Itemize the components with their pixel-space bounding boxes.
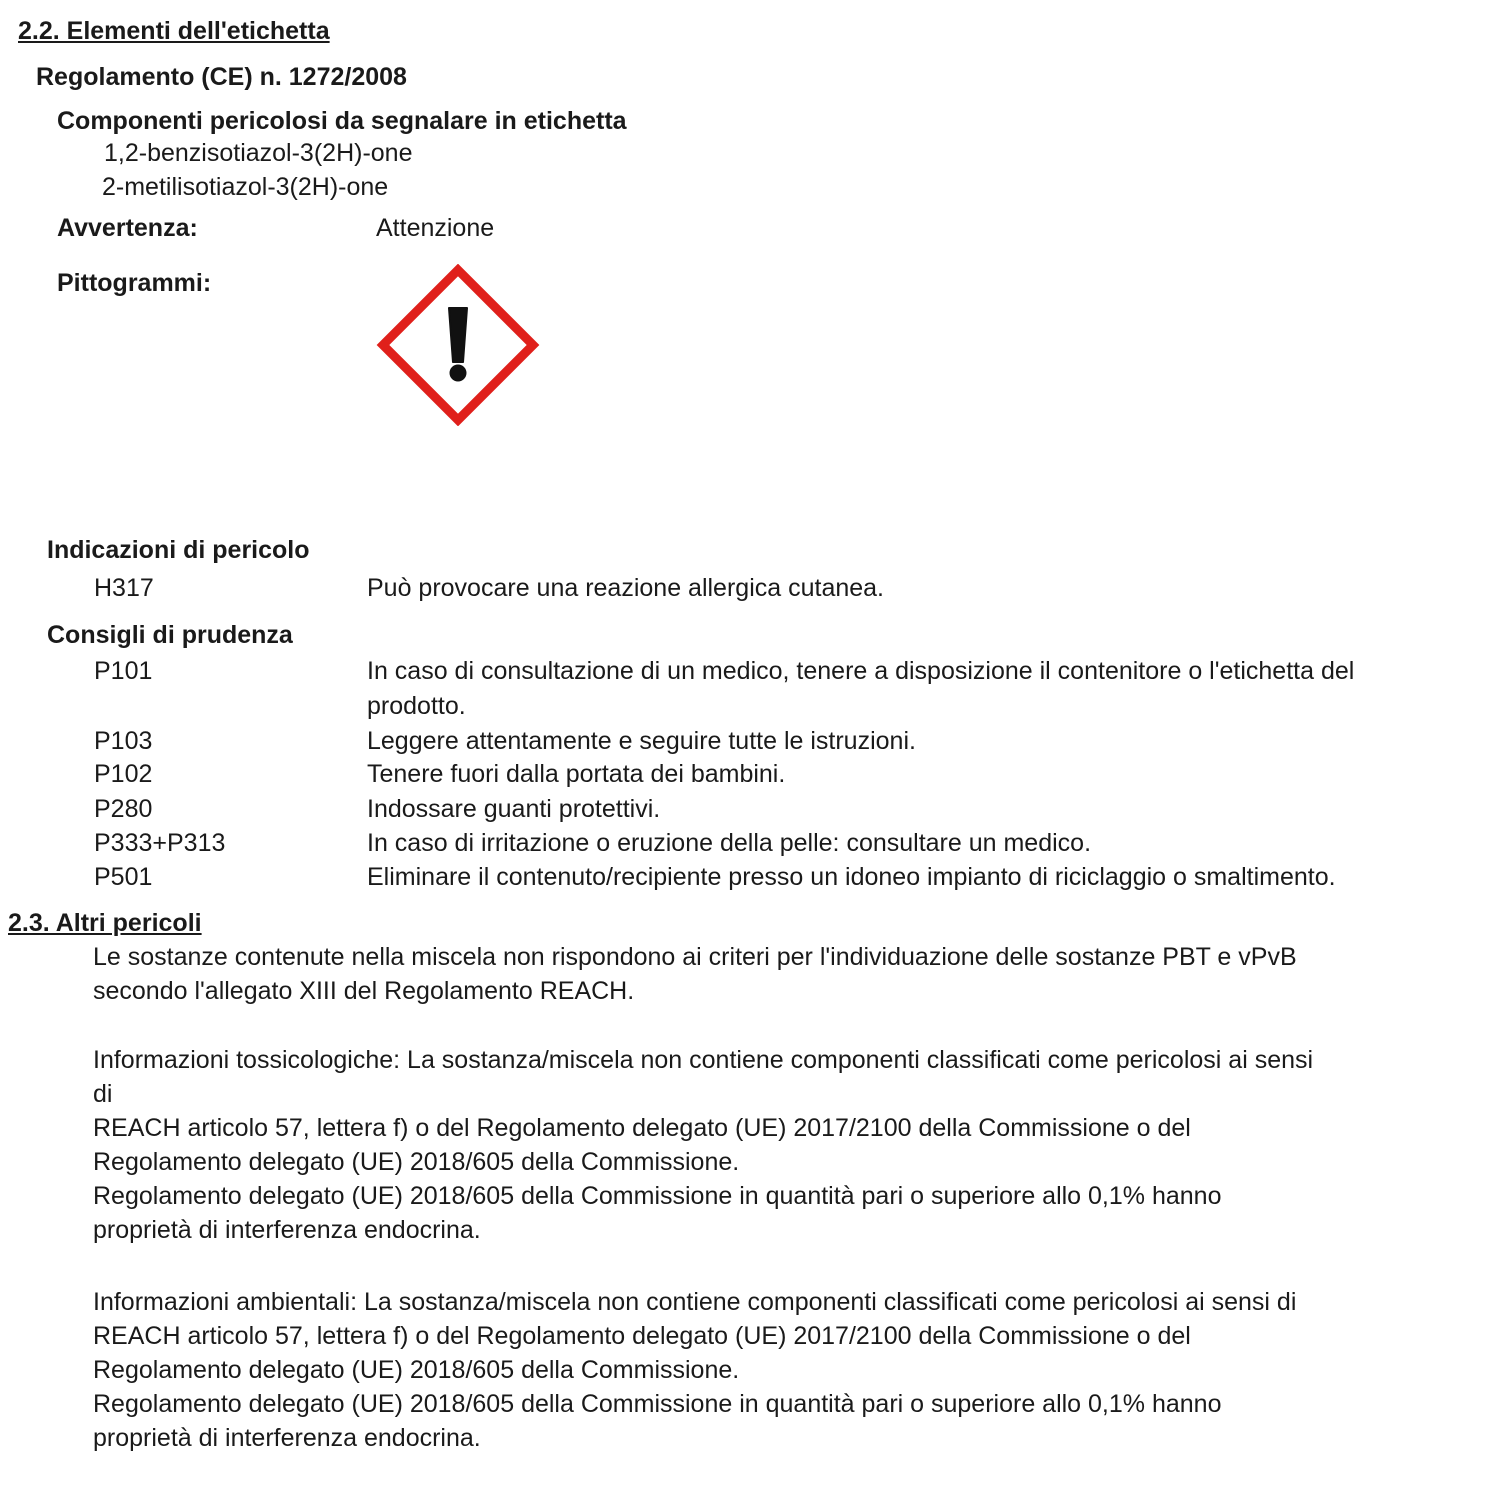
precaution-code: P102 (94, 760, 153, 788)
ghs07-pictogram (376, 264, 540, 426)
signal-word-value: Attenzione (376, 214, 495, 242)
hazard-code: H317 (94, 574, 154, 602)
paragraph-line: proprietà di interferenza endocrina. (93, 1216, 481, 1244)
pictograms-label: Pittogrammi: (57, 269, 212, 297)
paragraph-line: Regolamento delegato (UE) 2018/605 della Commissione in quantità pari o superiore allo 0,1% hanno (93, 1390, 1222, 1418)
precautionary-statement-row (0, 860, 1500, 894)
paragraph-line: Regolamento delegato (UE) 2018/605 della Commissione in quantità pari o superiore allo 0,1% hanno (93, 1182, 1222, 1210)
component-item: 2-metilisotiazol-3(2H)-one (102, 173, 389, 201)
paragraph-line: REACH articolo 57, lettera f) o del Regolamento delegato (UE) 2017/2100 della Commissione o del (93, 1114, 1191, 1142)
precaution-code: P501 (94, 863, 153, 891)
pbt-vpvb-paragraph (93, 940, 1433, 1008)
precaution-text: Leggere attentamente e seguire tutte le istruzioni. (367, 727, 916, 755)
paragraph-line: Le sostanze contenute nella miscela non rispondono ai criteri per l'individuazione delle sostanze PBT e vPvB (93, 943, 1297, 971)
toxicological-info-paragraph (93, 1043, 1433, 1247)
precaution-text: Eliminare il contenuto/recipiente presso un idoneo impianto di riciclaggio o smaltimento. (367, 863, 1336, 891)
paragraph-line: Informazioni tossicologiche: La sostanza/miscela non contiene componenti classificati come pericolosi ai sensi (93, 1046, 1314, 1074)
paragraph-line: REACH articolo 57, lettera f) o del Regolamento delegato (UE) 2017/2100 della Commissione o del (93, 1322, 1191, 1350)
precautionary-statement-row (0, 826, 1500, 860)
precautionary-statement-row (0, 757, 1500, 791)
component-item: 1,2-benzisotiazol-3(2H)-one (104, 139, 413, 167)
precaution-text-continued: prodotto. (367, 692, 466, 720)
paragraph-line: Regolamento delegato (UE) 2018/605 della Commissione. (93, 1148, 740, 1176)
precaution-code: P103 (94, 727, 153, 755)
precaution-text: Tenere fuori dalla portata dei bambini. (367, 760, 786, 788)
precaution-code: P280 (94, 795, 153, 823)
paragraph-line: Regolamento delegato (UE) 2018/605 della Commissione. (93, 1356, 740, 1384)
section-2-2-title: 2.2. Elementi dell'etichetta (18, 17, 330, 45)
hazard-text: Può provocare una reazione allergica cutanea. (367, 574, 885, 602)
paragraph-line: proprietà di interferenza endocrina. (93, 1424, 481, 1452)
precaution-text: In caso di irritazione o eruzione della pelle: consultare un medico. (367, 829, 1092, 857)
environmental-info-paragraph (93, 1285, 1433, 1455)
components-heading: Componenti pericolosi da segnalare in etichetta (57, 107, 627, 135)
section-2-3-title: 2.3. Altri pericoli (8, 909, 202, 937)
hazard-statements-heading: Indicazioni di pericolo (47, 536, 310, 564)
regulation-heading: Regolamento (CE) n. 1272/2008 (36, 63, 407, 91)
precaution-code: P101 (94, 657, 153, 685)
precaution-code: P333+P313 (94, 829, 226, 857)
hazard-statement-row (0, 571, 1500, 605)
signal-word-label: Avvertenza: (57, 214, 198, 242)
paragraph-line: Informazioni ambientali: La sostanza/miscela non contiene componenti classificati come pericolosi ai sensi di (93, 1288, 1297, 1316)
paragraph-line: secondo l'allegato XIII del Regolamento REACH. (93, 977, 635, 1005)
precautionary-statement-row (0, 724, 1500, 758)
precaution-text: Indossare guanti protettivi. (367, 795, 661, 823)
precautionary-statement-row (0, 654, 1500, 722)
precaution-text: In caso di consultazione di un medico, tenere a disposizione il contenitore o l'etichetta del (367, 657, 1355, 685)
precautionary-statements-heading: Consigli di prudenza (47, 621, 293, 649)
paragraph-line: di (93, 1080, 113, 1108)
exclamation-mark-hazard-icon (376, 264, 540, 426)
precautionary-statement-row (0, 792, 1500, 826)
